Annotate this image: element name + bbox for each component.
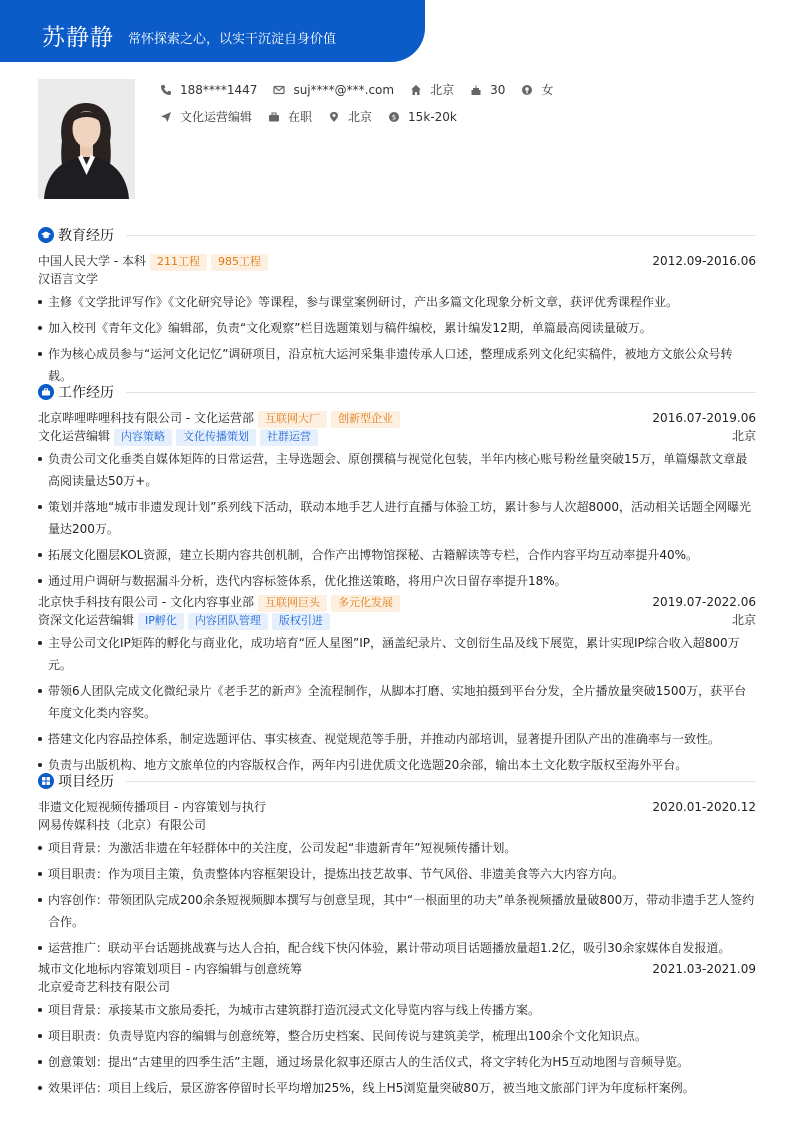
project-name: 城市文化地标内容策划项目 - 内容编辑与创意统筹 [38,962,302,976]
work-date: 2019.07-2022.06 [652,595,756,609]
project-entry [38,798,756,963]
list-item: 效果评估：项目上线后，景区游客停留时长平均增加25%，线上H5浏览量突破80万，被当地文旅部门评为年度标杆案例。 [38,1077,756,1099]
target-position-info [160,108,252,125]
list-item: 运营推广：联动平台话题挑战赛与达人合拍，配合线下快闪体验，累计带动项目话题播放量超1.2亿，吸引30余家媒体自发报道。 [38,937,756,959]
school-name: 中国人民大学 - 本科 [38,254,146,268]
company-name: 北京快手科技有限公司 - 文化内容事业部 [38,595,254,609]
phone-info[interactable] [160,83,257,97]
gender-info [521,81,553,98]
salary-info [388,110,457,124]
projects-section-title: 项目经历 [58,774,114,790]
svg-text:$: $ [391,113,397,122]
section-divider [126,392,756,393]
school-tag: 985工程 [211,254,268,271]
list-item: 负责与出版机构、地方文旅单位的内容版权合作，两年内引进优质文化选题20余部，输出本土文化数字版权至海外平台。 [38,754,756,776]
job-status-text: 在职 [288,110,313,124]
gender-text: 女 [541,83,554,97]
list-item: 拓展文化圈层KOL资源，建立长期内容共创机制，合作产出博物馆探秘、古籍解读等专栏，合作内容平均互动率提升40%。 [38,544,756,566]
company-tag: 互联网巨头 [258,595,327,612]
job-info-row [160,108,473,125]
list-item: 作为核心成员参与“运河文化记忆”调研项目，沿京杭大运河采集非遗传承人口述，整理成系列文化纪实稿件，被地方文旅公众号转载。 [38,343,756,387]
list-item: 搭建文化内容品控体系，制定选题评估、事实核查、视觉规范等手册，并推动内部培训，显著提升团队产出的准确率与一致性。 [38,728,756,750]
list-item: 内容创作：带领团队完成200余条短视频脚本撰写与创意呈现，其中“一根面里的功夫”单条视频播放量破800万，带动非遗手艺人签约合作。 [38,889,756,933]
list-item: 策划并落地“城市非遗发现计划”系列线下活动，联动本地手艺人进行直播与体验工坊，累计参与人次超8000，活动相关话题全网曝光量达200万。 [38,496,756,540]
phone-icon [160,84,172,96]
project-bullets [38,999,756,1099]
project-org: 北京爱奇艺科技有限公司 [38,980,171,994]
list-item: 项目职责：作为项目主策，负责整体内容框架设计，提炼出技艺故事、节气风俗、非遗美食等六大内容方向。 [38,863,756,885]
hometown-info [410,81,454,98]
age-text: 30 [490,82,506,97]
section-divider [126,781,756,782]
graduation-cap-icon [38,227,54,243]
company-tag: 多元化发展 [331,595,400,612]
skill-tag: 社群运营 [260,429,318,446]
education-bullets [38,291,756,387]
project-name: 非遗文化短视频传播项目 - 内容策划与执行 [38,800,266,814]
list-item: 项目背景：为激活非遗在年轻群体中的关注度，公司发起“非遗新青年”短视频传播计划。 [38,837,756,859]
age-info [470,83,505,97]
hometown-text: 北京 [430,83,455,97]
job-status-info [268,108,312,125]
skill-tag: IP孵化 [138,613,184,630]
project-date: 2020.01-2020.12 [652,800,756,814]
target-position-text: 文化运营编辑 [180,110,253,124]
skill-tag: 版权引进 [272,613,330,630]
job-title: 资深文化运营编辑 [38,613,135,627]
grid-icon [38,773,54,789]
home-icon [410,84,422,96]
project-entry [38,960,756,1103]
work-city: 北京 [731,429,756,443]
cake-icon [470,84,482,96]
list-item: 项目背景：承接某市文旅局委托，为城市古建筑群打造沉浸式文化导览内容与线上传播方案。 [38,999,756,1021]
list-item: 通过用户调研与数据漏斗分析，迭代内容标签体系，优化推送策略，将用户次日留存率提升18%。 [38,570,756,592]
project-org: 网易传媒科技（北京）有限公司 [38,818,207,832]
list-item: 加入校刊《青年文化》编辑部，负责“文化观察”栏目选题策划与稿件编校，累计编发12期，单篇最高阅读量破万。 [38,317,756,339]
skill-tag: 内容团队管理 [188,613,268,630]
briefcase-icon [268,111,280,123]
work-city: 北京 [731,613,756,627]
candidate-slogan: 常怀探索之心，以实干沉淀自身价值 [128,32,337,47]
send-icon [160,111,172,123]
email-info[interactable] [273,83,394,97]
education-date: 2012.09-2016.06 [652,254,756,268]
profile-photo [38,79,135,199]
education-section-header [38,225,756,245]
job-title: 文化运营编辑 [38,429,111,443]
company-tag: 互联网大厂 [258,411,327,428]
section-divider [126,235,756,236]
skill-tag: 文化传播策划 [176,429,256,446]
work-section-header [38,382,756,402]
company-name: 北京哔哩哔哩科技有限公司 - 文化运营部 [38,411,254,425]
gender-icon [521,84,533,96]
company-tag: 创新型企业 [331,411,400,428]
briefcase-icon [38,384,54,400]
school-tag: 211工程 [150,254,207,271]
mail-icon [273,84,285,96]
location-pin-icon [328,111,340,123]
candidate-name: 苏静静 [42,25,114,51]
skill-tag: 内容策略 [114,429,172,446]
work-bullets [38,448,756,592]
list-item: 主导公司文化IP矩阵的孵化与商业化，成功培育“匠人星图”IP，涵盖纪录片、文创衍生品及线下展览，累计实现IP综合收入超800万元。 [38,632,756,676]
list-item: 项目职责：负责导览内容的编辑与创意统筹，整合历史档案、民间传说与建筑美学，梳理出100余个文化知识点。 [38,1025,756,1047]
email-text: suj****@***.com [293,82,395,97]
work-bullets [38,632,756,776]
projects-section-header [38,771,756,791]
work-date: 2016.07-2019.06 [652,411,756,425]
list-item: 负责公司文化垂类自媒体矩阵的日常运营，主导选题会、原创撰稿与视觉化包装，半年内核心账号粉丝量突破15万，单篇爆款文章最高阅读量达50万+。 [38,448,756,492]
target-city-text: 北京 [348,110,373,124]
money-icon [388,111,400,123]
education-section-title: 教育经历 [58,228,114,244]
work-entry [38,409,756,596]
education-entry [38,252,756,391]
major: 汉语言文学 [38,272,99,286]
contact-info-row [160,81,569,98]
project-bullets [38,837,756,959]
work-section-title: 工作经历 [58,385,114,401]
phone-text: 188****1447 [180,82,258,97]
target-city-info [328,108,372,125]
list-item: 主修《文学批评写作》《文化研究导论》等课程，参与课堂案例研讨，产出多篇文化现象分析文章，获评优秀课程作业。 [38,291,756,313]
salary-text: 15k-20k [408,109,457,124]
work-entry [38,593,756,780]
project-date: 2021.03-2021.09 [652,962,756,976]
list-item: 带领6人团队完成文化微纪录片《老手艺的新声》全流程制作，从脚本打磨、实地拍摄到平台分发，全片播放量突破1500万，获平台年度文化类内容奖。 [38,680,756,724]
list-item: 创意策划：提出“古建里的四季生活”主题，通过场景化叙事还原古人的生活仪式，将文字转化为H5互动地图与音频导览。 [38,1051,756,1073]
